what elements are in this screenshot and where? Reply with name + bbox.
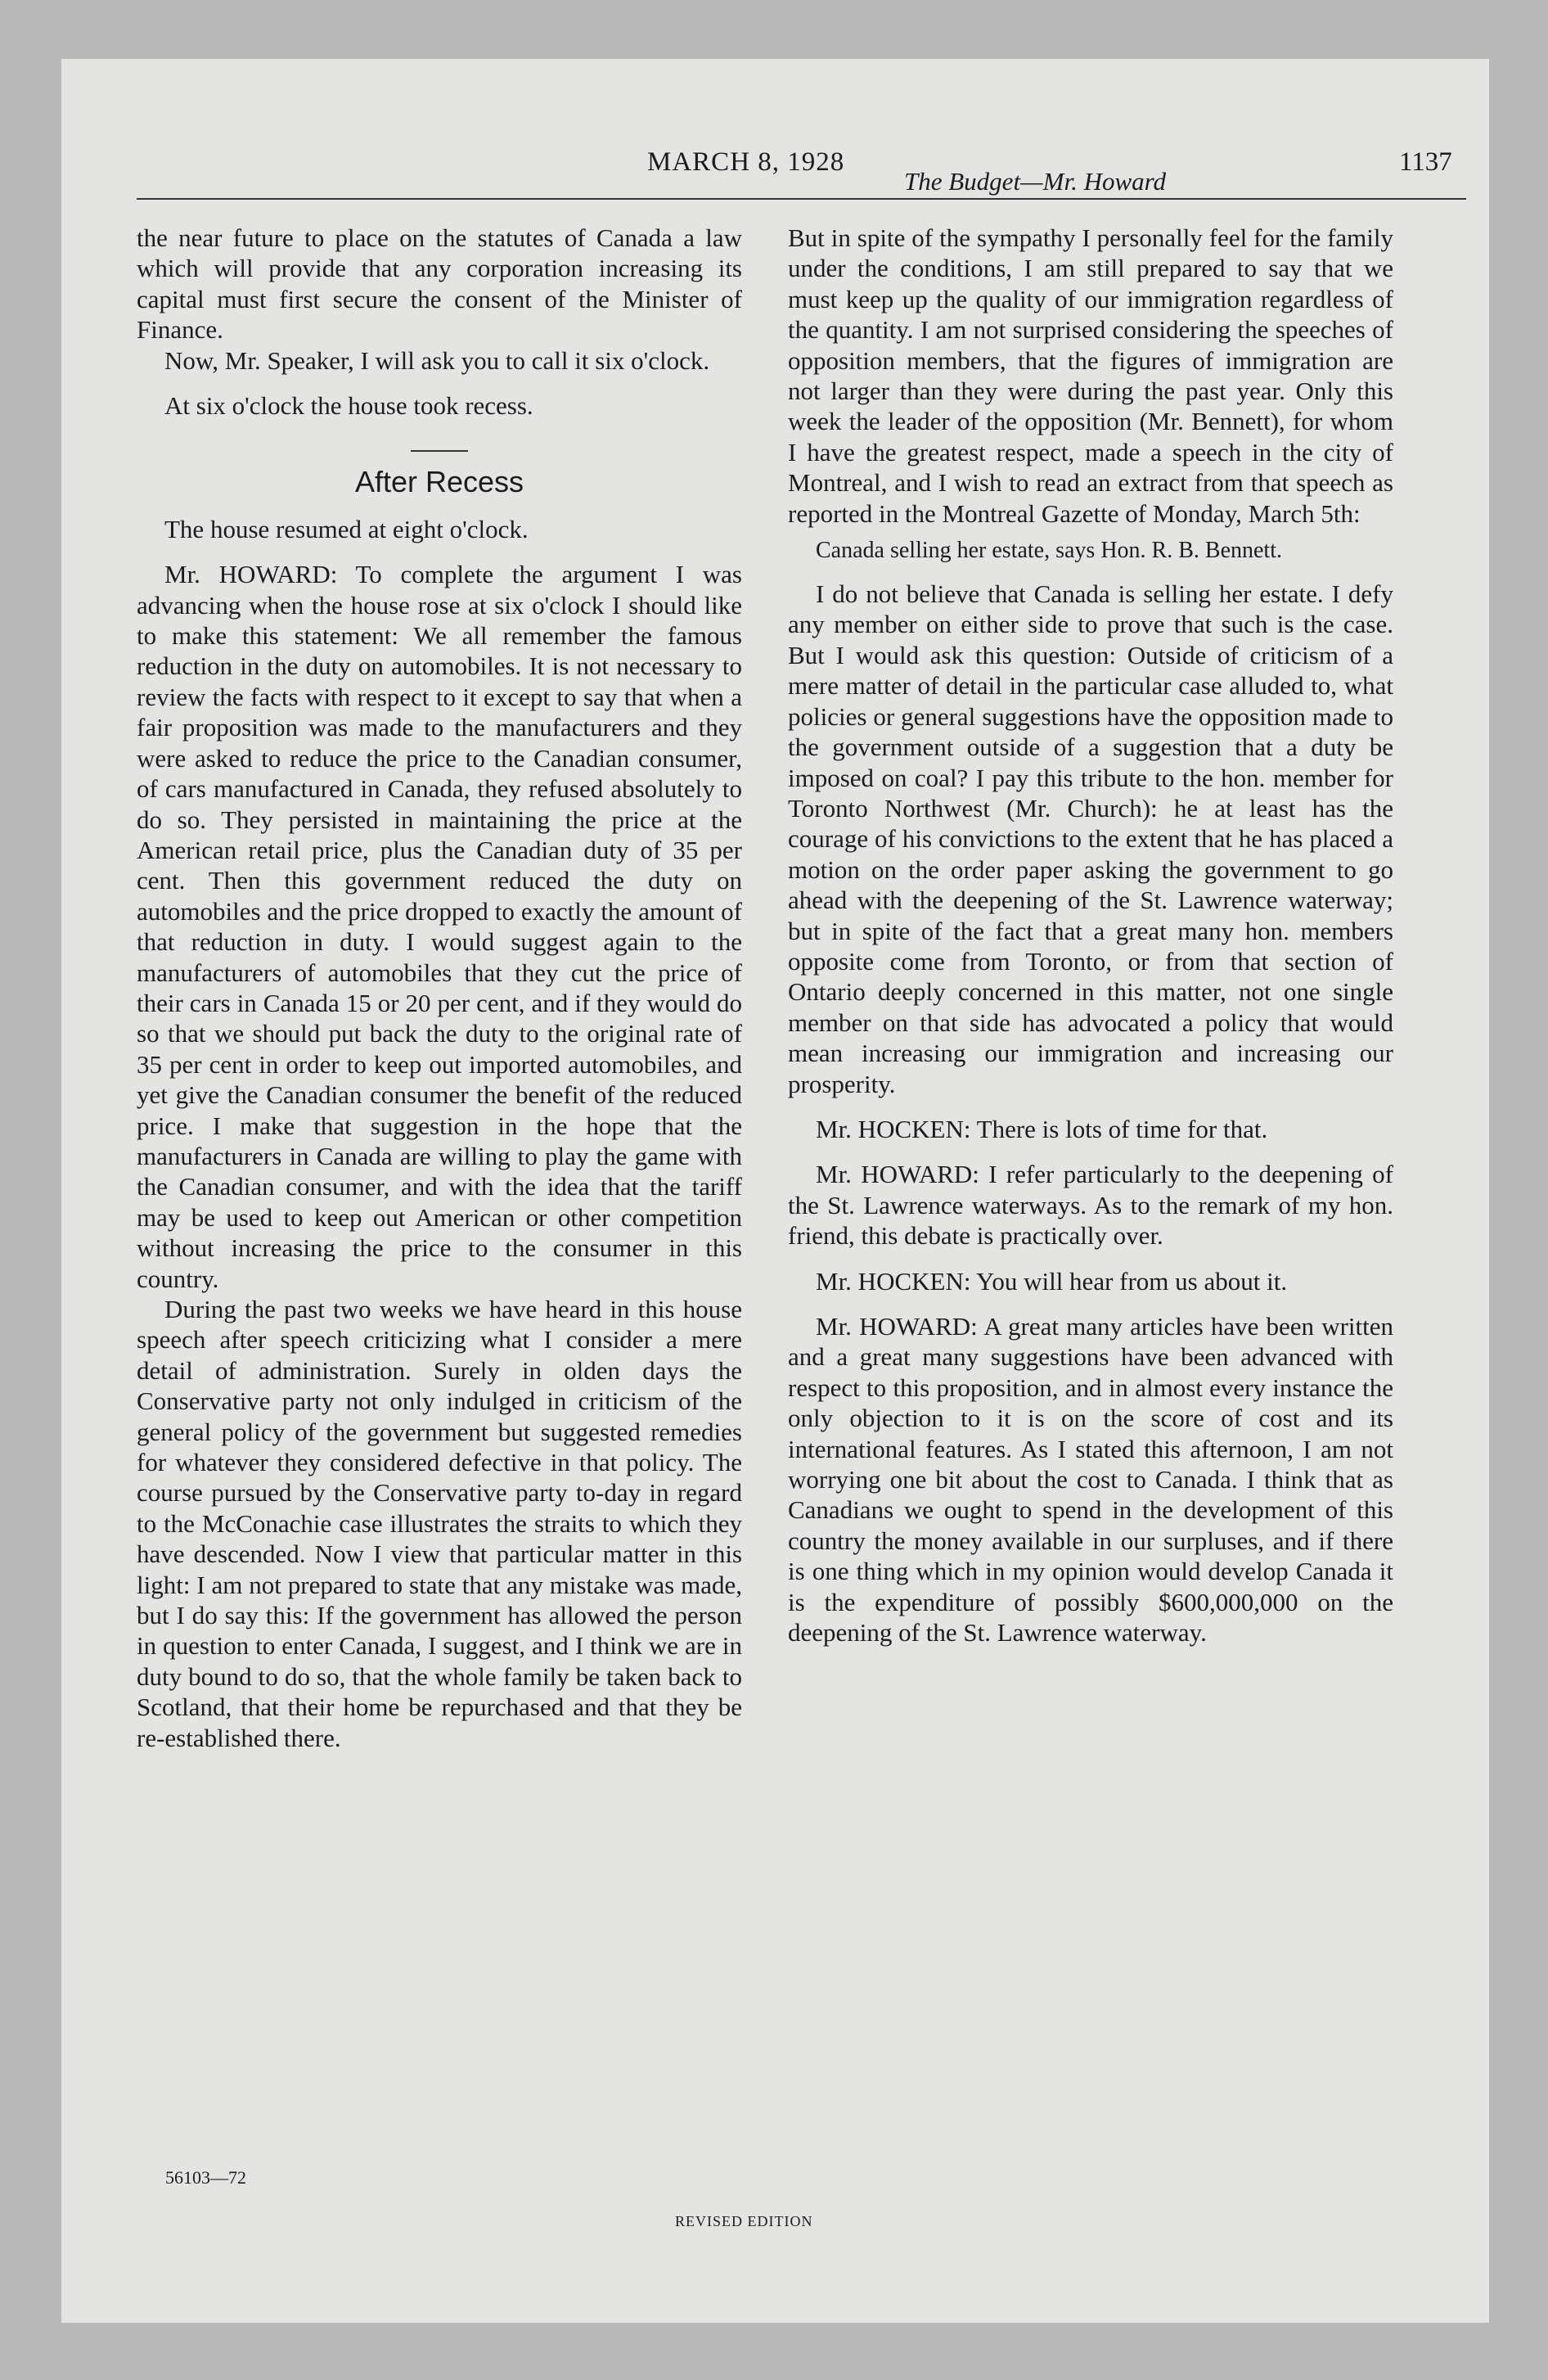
- right-column: [788, 223, 1393, 1648]
- paragraph: I do not believe that Canada is selling her estate. I defy any member on either side to prove that such is the case. But I would ask this question: Outside of criticism of a mere matter of detail in the particular case alluded to, what policies or general suggestions have the opposition made to the government outside of a suggestion that a duty be imposed on coal? I pay this tribute to the hon. member for Toronto Northwest (Mr. Church): he at least has the courage of his convictions to the extent that he has placed a motion on the order paper asking the government to go ahead with the deepening of the St. Lawrence waterway; but in spite of the fact that a great many hon. members opposite come from Toronto, or from that section of Ontario deeply concerned in this matter, not one single member on that side has advocated a policy that would mean increasing our immigration and increasing our prosperity.: [788, 579, 1393, 1098]
- footer-edition: REVISED EDITION: [675, 2213, 813, 2229]
- section-divider: [411, 450, 468, 452]
- footer-print-code: 56103—72: [165, 2167, 246, 2188]
- document-page: [61, 59, 1489, 2323]
- section-heading: After Recess: [354, 465, 524, 499]
- paragraph: Mr. HOWARD: I refer particularly to the deepening of the St. Lawrence waterways. As to the remark of my hon. friend, this debate is practically over.: [788, 1160, 1393, 1251]
- paragraph: Mr. HOWARD: To complete the argument I was advancing when the house rose at six o'clock I should like to make this statement: We all remember the famous reduction in the duty on automobiles. It is not necessary to review the facts with respect to it except to say that when a fair proposition was made to the manufacturers and they were asked to reduce the price to the Canadian consumer, of cars manufactured in Canada, they refused absolutely to do so. They persisted in maintaining the price at the American retail price, plus the Canadian duty of 35 per cent. Then this government reduced the duty on automobiles and the price dropped to exactly the amount of that reduction in duty. I would suggest again to the manufacturers of automobiles that they cut the price of their cars in Canada 15 or 20 per cent, and if they would do so that we should put back the duty to the original rate of 35 per cent in order to keep out imported automobiles, and yet give the Canadian consumer the benefit of the reduced price. I make that suggestion in the hope that the manufacturers in Canada are willing to play the game with the Canadian consumer, and with the idea that the tariff may be used to keep out American or other competition without increasing the price to the consumer in this country.: [137, 560, 742, 1293]
- header-running-title: The Budget—Mr. Howard: [904, 167, 1167, 196]
- header-page-number: 1137: [1399, 147, 1452, 177]
- paragraph: Now, Mr. Speaker, I will ask you to call it six o'clock.: [164, 345, 710, 375]
- block-quote: Canada selling her estate, says Hon. R. B. Bennett.: [816, 538, 1282, 564]
- paragraph: The house resumed at eight o'clock.: [164, 514, 529, 543]
- paragraph: At six o'clock the house took recess.: [164, 391, 533, 421]
- paragraph: the near future to place on the statutes of Canada a law which will provide that any corporation increasing its capital must first secure the consent of the Minister of Finance.: [137, 223, 742, 345]
- header-date: MARCH 8, 1928: [647, 147, 845, 177]
- paragraph: Mr. HOWARD: A great many articles have been written and a great many suggestions have been advanced with respect to this proposition, and in almost every instance the only objection to it is on the score of cost and its international features. As I stated this afternoon, I am not worrying one bit about the cost to Canada. I think that as Canadians we ought to spend in the development of this country the money available in our surpluses, and if there is one thing which in my opinion would develop Canada it is the expenditure of possibly $600,000,000 on the deepening of the St. Lawrence waterway.: [788, 1312, 1393, 1648]
- left-column: [137, 223, 742, 1753]
- paragraph: Mr. HOCKEN: You will hear from us about it.: [816, 1266, 1288, 1296]
- page-header: [61, 147, 1489, 196]
- header-rule: [137, 198, 1466, 200]
- paragraph: During the past two weeks we have heard in this house speech after speech criticizing what I consider a mere detail of administration. Surely in olden days the Conservative party not only indulged in criticism of the general policy of the government but suggested remedies for whatever they considered defective in that policy. The course pursued by the Conservative party to-day in regard to the McConachie case illustrates the straits to which they have descended. Now I view that particular matter in this light: I am not prepared to state that any mistake was made, but I do say this: If the government has allowed the person in question to enter Canada, I suggest, and I think we are in duty bound to do so, that the whole family be taken back to Scotland, that their home be repurchased and that they be re-established there.: [137, 1295, 742, 1752]
- paragraph: Mr. HOCKEN: There is lots of time for that.: [816, 1114, 1268, 1143]
- paragraph: But in spite of the sympathy I personally feel for the family under the conditions, I am still prepared to say that we must keep up the quality of our immigration regardless of the quantity. I am not surprised considering the speeches of opposition members, that the figures of immigration are not larger than they were during the past year. Only this week the leader of the opposition (Mr. Bennett), for whom I have the greatest respect, made a speech in the city of Montreal, and I wish to read an extract from that speech as reported in the Montreal Gazette of Monday, March 5th:: [788, 223, 1393, 528]
